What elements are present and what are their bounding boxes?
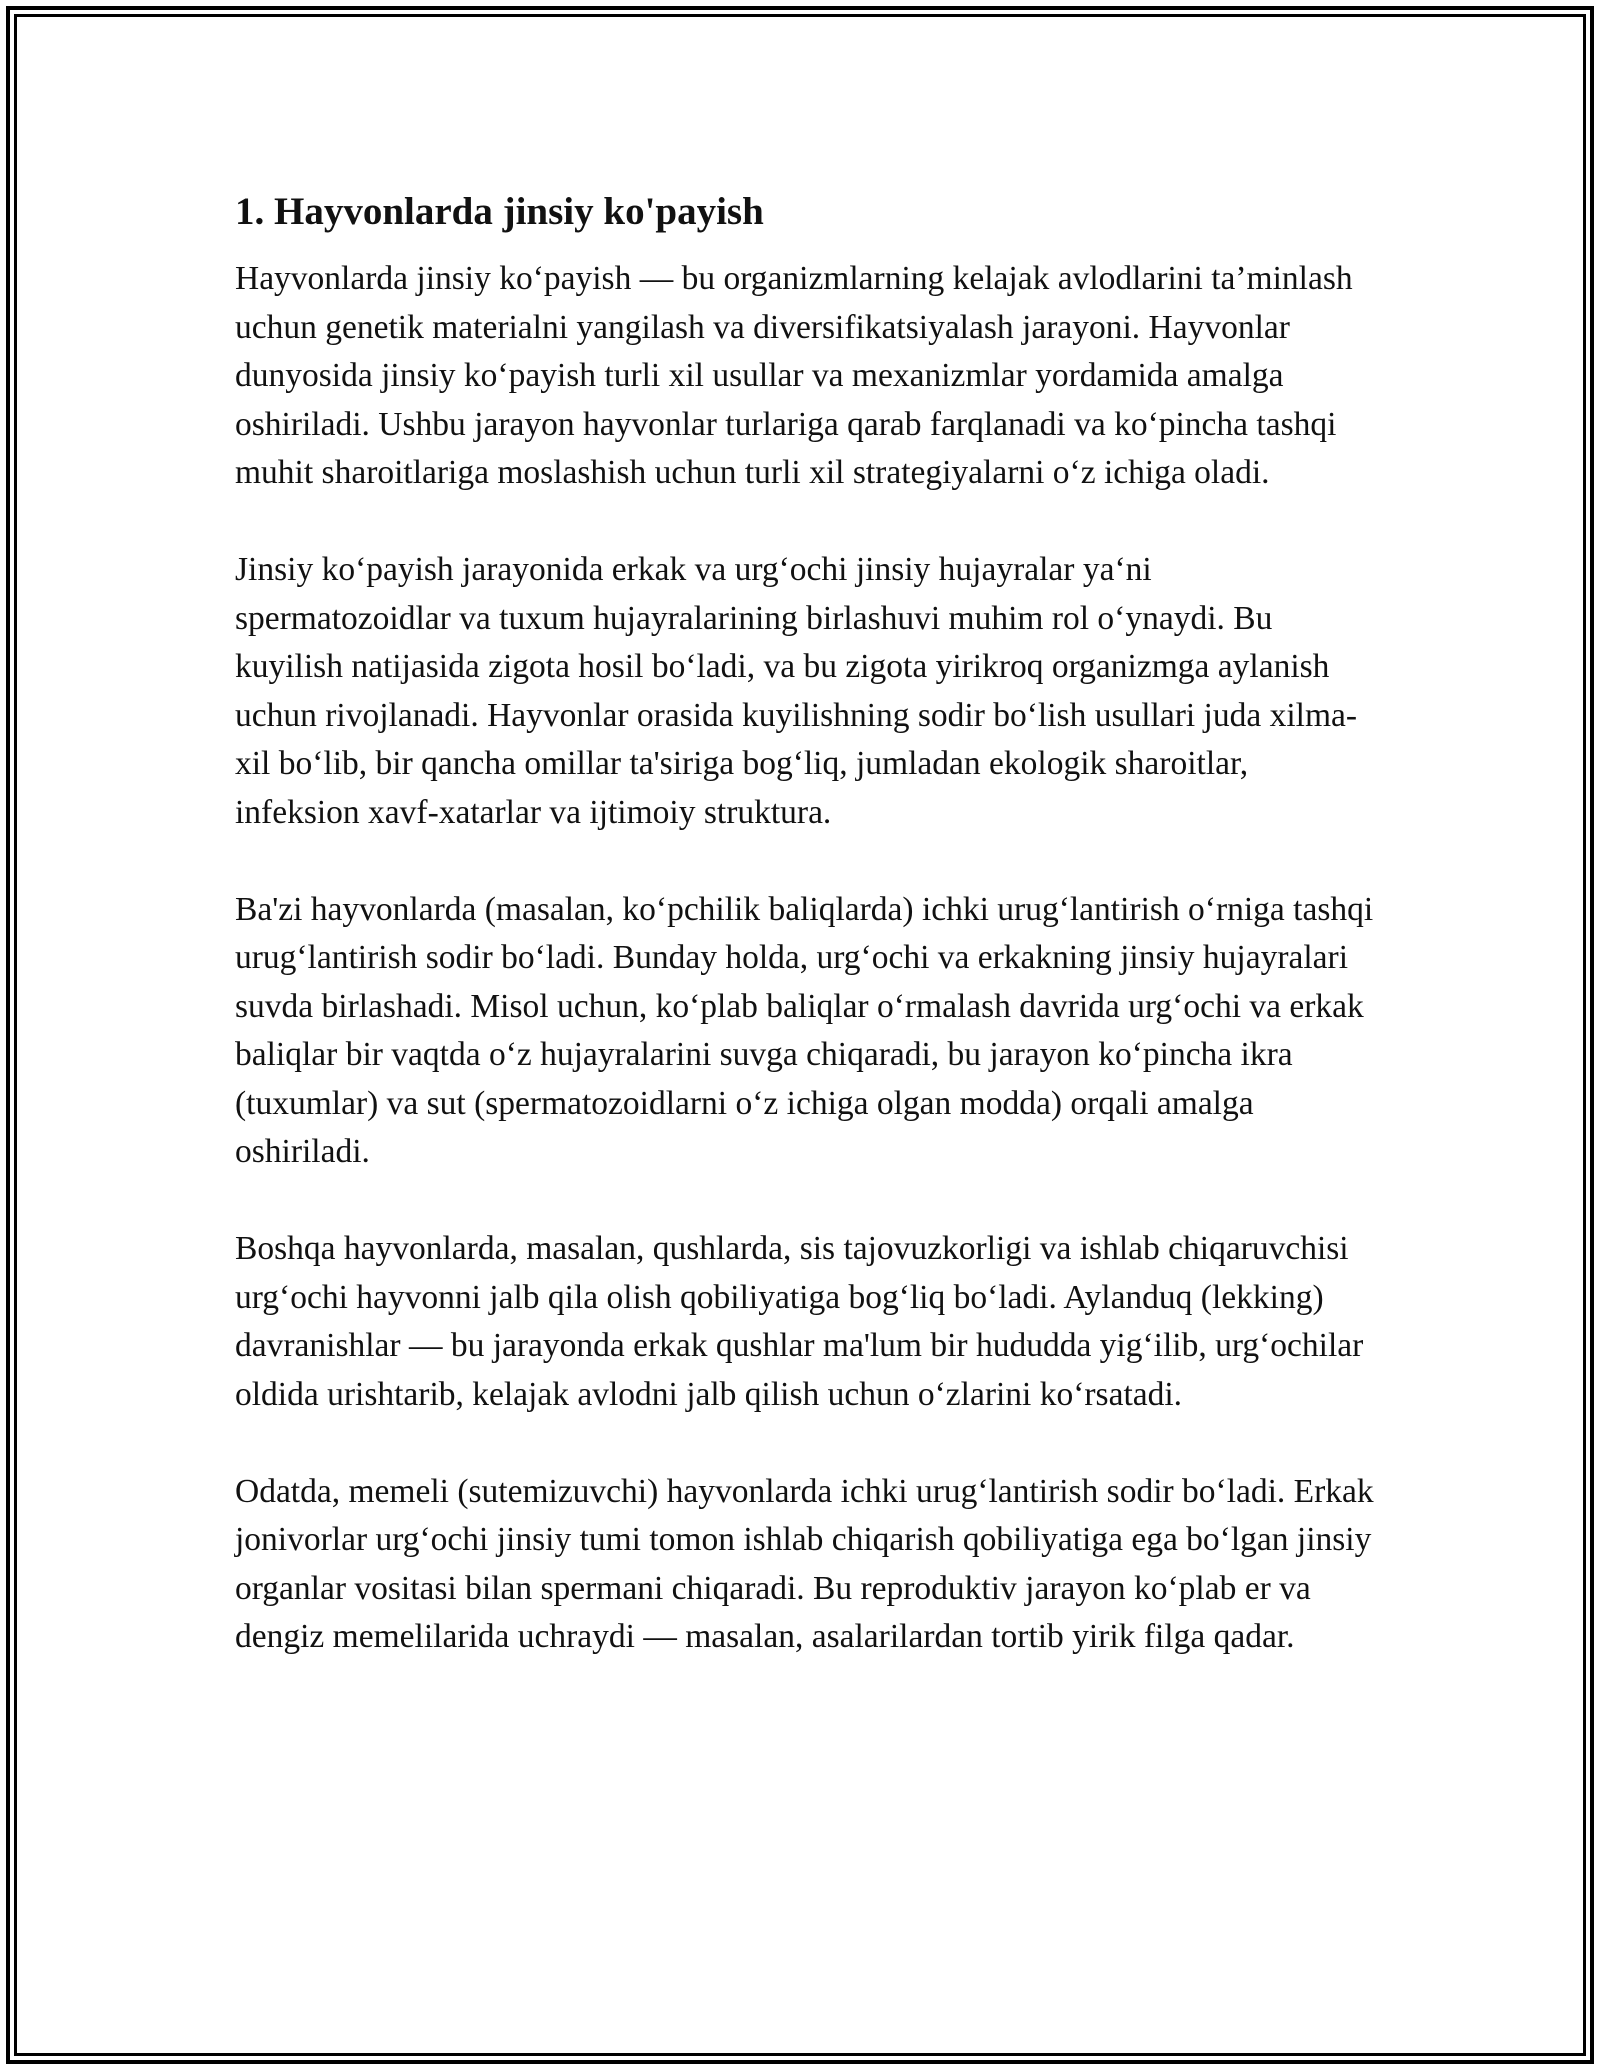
paragraph-4: Boshqa hayvonlarda, masalan, qushlarda, sis tajovuzkorligi va ishlab chiqaruvchisi urg‘ochi hayvonni jalb qila olish qobiliyatiga bog‘liq bo‘ladi. Aylanduq (lekking) davranishlar — bu jarayonda erkak qushlar ma'lum bir hududda yig‘ilib, urg‘ochilar oldida urishtarib, kelajak avlodni jalb qilish uchun o‘zlarini ko‘rsatadi.	[235, 1230, 1364, 1413]
paragraph-3: Ba'zi hayvonlarda (masalan, ko‘pchilik baliqlarda) ichki urug‘lantirish o‘rniga tashqi urug‘lantirish sodir bo‘ladi. Bunday holda, urg‘ochi va erkakning jinsiy hujayralari suvda birlashadi. Misol uchun, ko‘plab baliqlar o‘rmalash davrida urg‘ochi va erkak baliqlar bir vaqtda o‘z hujayralarini suvga chiqaradi, bu jarayon ko‘pincha ikra (tuxumlar) va sut (spermatozoidlarni o‘z ichiga olgan modda) orqali amalga oshiriladi.	[235, 890, 1374, 1170]
document-body	[235, 186, 1375, 1662]
section-heading: 1. Hayvonlarda jinsiy ko'payish	[235, 190, 764, 233]
paragraph-2: Jinsiy ko‘payish jarayonida erkak va urg‘ochi jinsiy hujayralar ya‘ni spermatozoidlar va tuxum hujayralarining birlashuvi muhim rol o‘ynaydi. Bu kuyilish natijasida zigota hosil bo‘ladi, va bu zigota yirikroq organizmga aylanish uchun rivojlanadi. Hayvonlar orasida kuyilishning sodir bo‘lish usullari juda xilma-xil bo‘lib, bir qancha omillar ta'siriga bog‘liq, jumladan ekologik sharoitlar, infeksion xavf-xatarlar va ijtimoiy struktura.	[235, 551, 1358, 831]
paragraph-1: Hayvonlarda jinsiy ko‘payish — bu organizmlarning kelajak avlodlarini ta’minlash uchun genetik materialni yangilash va diversifikatsiyalash jarayoni. Hayvonlar dunyosida jinsiy ko‘payish turli xil usullar va mexanizmlar yordamida amalga oshiriladi. Ushbu jarayon hayvonlar turlariga qarab farqlanadi va ko‘pincha tashqi muhit sharoitlariga moslashish uchun turli xil strategiyalarni o‘z ichiga oladi.	[235, 260, 1353, 491]
paragraph-5: Odatda, memeli (sutemizuvchi) hayvonlarda ichki urug‘lantirish sodir bo‘ladi. Erkak jonivorlar urg‘ochi jinsiy tumi tomon ishlab chiqarish qobiliyatiga ega bo‘lgan jinsiy organlar vositasi bilan spermani chiqaradi. Bu reproduktiv jarayon ko‘plab er va dengiz memelilarida uchraydi — masalan, asalarilardan tortib yirik filga qadar.	[235, 1472, 1374, 1655]
